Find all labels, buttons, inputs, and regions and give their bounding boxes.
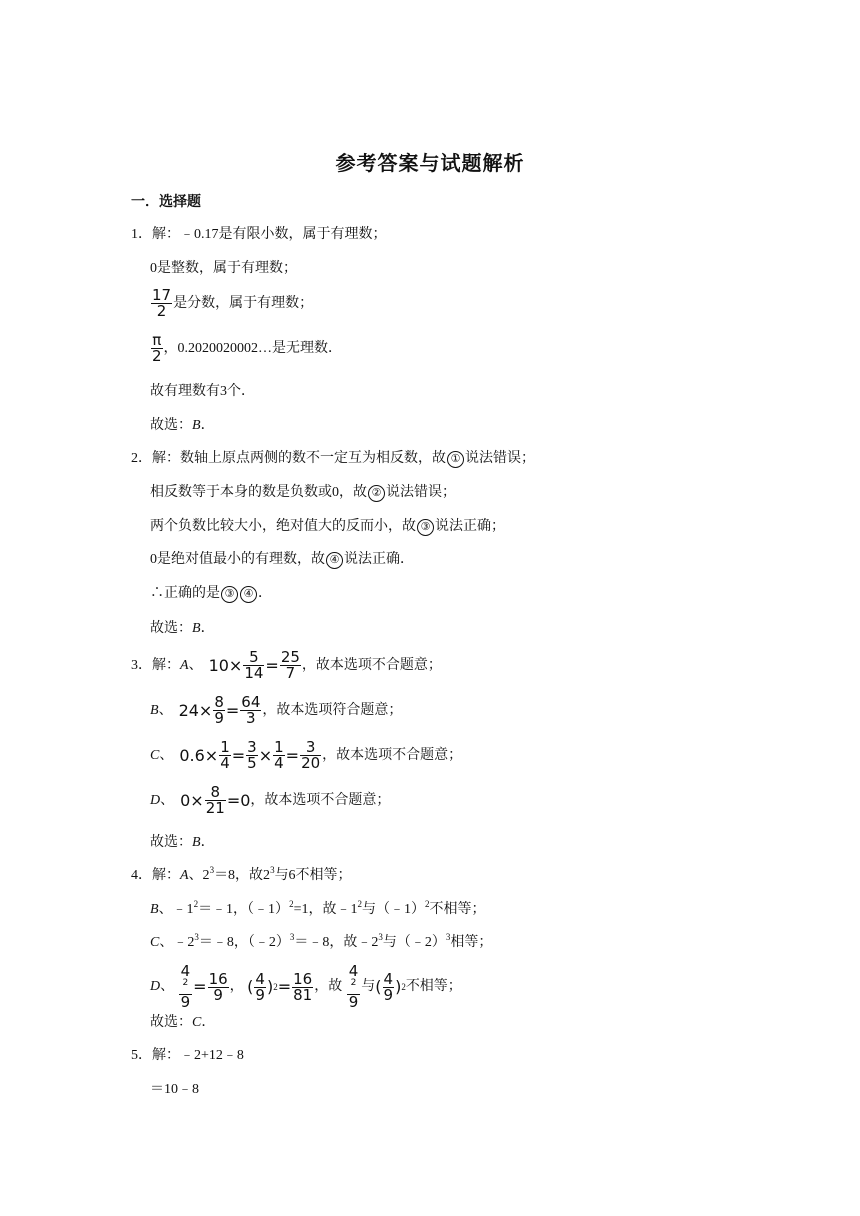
fraction: $\frac{1}{4}$ xyxy=(220,738,230,772)
fraction: 4 $^2$ 9 xyxy=(348,962,359,1011)
q1-number: 1． xyxy=(131,227,152,242)
q1-line-4: $\frac{\pi}{2}$ ，0.2020020002…是无理数． xyxy=(152,331,343,365)
fraction: $\frac{8}{9}$ xyxy=(214,693,224,727)
q4-answer: 故选：C． xyxy=(150,1015,216,1030)
q2-line-4: 0是绝对值最小的有理数，故 ④ 说法正确． xyxy=(150,552,414,567)
q4-option-b: B、$﹣1^2=﹣1$，（﹣1）$^2$=1，故$﹣1^2$与（﹣1）$^2$不相等； xyxy=(150,899,486,917)
page-title: 参考答案与试题解析 xyxy=(335,151,525,175)
q3-option-d: D、 0× $\frac{8}{21}$ =0，故本选项不合题意； xyxy=(150,783,391,817)
q1-line-3: $\frac{17}{2}$ 是分数，属于有理数； xyxy=(152,286,314,320)
circled-number: ④ xyxy=(326,552,343,569)
circled-number: ④ xyxy=(240,586,257,603)
fraction: $\frac{1}{4}$ xyxy=(274,738,284,772)
fraction: $\frac{3}{20}$ xyxy=(301,738,321,772)
q1-line-2: 0是整数，属于有理数； xyxy=(150,261,297,276)
q2-line-3: 两个负数比较大小，绝对值大的反而小，故 ③ 说法正确； xyxy=(150,519,505,534)
fraction: $\frac{17}{2}$ xyxy=(152,286,172,320)
q4-option-c: C、$﹣2^3=﹣8$，（﹣2）$^3$＝﹣8，故$﹣2^3$与（﹣2）$^3$相等； xyxy=(150,932,493,950)
q2-line-2: 相反数等于本身的数是负数或0，故 ② 说法错误； xyxy=(150,485,456,500)
q1-answer: 故选：B． xyxy=(150,418,215,433)
fraction: $\frac{\pi}{2}$ xyxy=(152,331,162,365)
fraction: $\frac{3}{5}$ xyxy=(247,738,257,772)
q5-line-2: ＝10﹣8 xyxy=(150,1082,199,1097)
fraction: $\frac{25}{7}$ xyxy=(280,648,300,682)
fraction: $\frac{5}{14}$ xyxy=(244,648,264,682)
q1-line-1: 1．解：﹣0.17是有限小数，属于有理数； xyxy=(131,227,387,242)
circled-number: ③ xyxy=(417,519,434,536)
q3-answer: 故选：B． xyxy=(150,835,215,850)
q3-option-b: B、 24× $\frac{8}{9}$ = $\frac{64}{3}$ ，故本选项符合题意； xyxy=(150,693,403,727)
q2-line-1: 2．解：数轴上原点两侧的数不一定互为相反数，故 ① 说法错误； xyxy=(131,451,535,466)
fraction: $\frac{16}{81}$ xyxy=(293,969,313,1004)
q3-option-a: 3．解：A、 10× $\frac{5}{14}$ = $\frac{25}{7}$ ，故本选项不合题意； xyxy=(131,648,442,682)
circled-number: ② xyxy=(368,485,385,502)
fraction: $\frac{16}{9}$ xyxy=(208,969,228,1004)
q2-line-5: ∴正确的是 ③ ④ ． xyxy=(150,586,272,601)
q1-line-5: 故有理数有3个． xyxy=(150,384,255,399)
q4-option-a: 4．解：A、$2^3=8$，故$2^3$与6不相等； xyxy=(131,865,352,883)
fraction: $\frac{64}{3}$ xyxy=(241,693,261,727)
q2-number: 2． xyxy=(131,451,152,466)
fraction: 4 $^2$ 9 xyxy=(180,962,191,1011)
circled-number: ③ xyxy=(221,586,238,603)
section-heading: 一．选择题 xyxy=(131,194,201,210)
q4-option-d: D、 4 $^2$ 9 = $\frac{16}{9}$ ， ( $\frac{4}{9}$ )2= $\frac{16}{81}$ ，故 4 $^2$ 9 与( $\frac{4}{9}$ )2不相等； xyxy=(150,962,462,1011)
q3-option-c: C、 0.6× $\frac{1}{4}$ = $\frac{3}{5}$ × $\frac{1}{4}$ = $\frac{3}{20}$ ，故本选项不合题意； xyxy=(150,738,463,772)
fraction: $\frac{4}{9}$ xyxy=(383,969,394,1004)
fraction: $\frac{4}{9}$ xyxy=(255,969,265,1004)
q2-answer: 故选：B． xyxy=(150,621,215,636)
q5-line-1: 5．解：﹣2+12﹣8 xyxy=(131,1048,244,1063)
circled-number: ① xyxy=(447,451,464,468)
fraction: $\frac{8}{21}$ xyxy=(205,783,225,817)
